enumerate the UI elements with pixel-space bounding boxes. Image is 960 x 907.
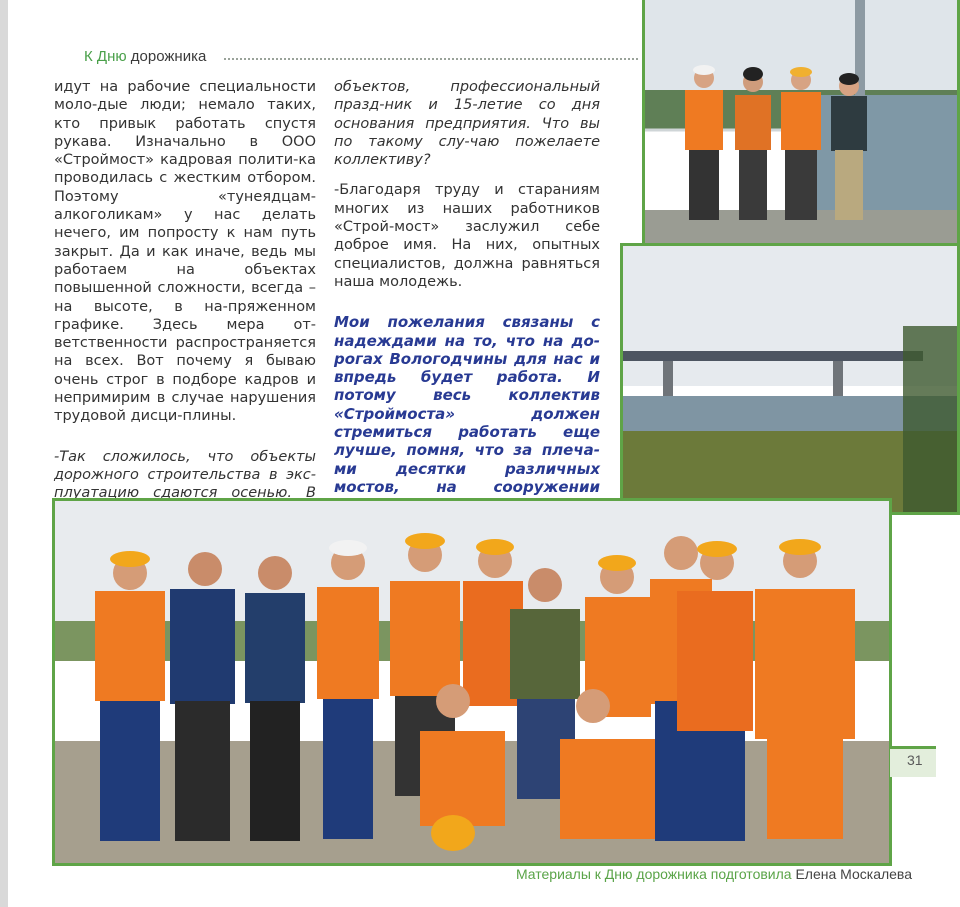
section-prefix: К Дню — [84, 48, 127, 65]
interview-question-continued: объектов, профессиональный празд-ник и 15-летие со дня основания предприятия. Что вы по такому слу-чаю пожелаете коллективу? — [334, 79, 600, 169]
photo-bridge-over-river — [620, 243, 960, 515]
section-header — [84, 48, 206, 65]
body-paragraph: идут на рабочие специальности моло-дые люди; немало таких, кто привык работать спустя рукава. Изначально в ООО «Строймост» кадровая полити-ка проводилась с жестким отбором. Поэтому «тунеядцам-алкоголикам» у нас делать нечего, им попросту к нам путь закрыт. Да и как иначе, ведь мы работаем на объектах повышенной сложности, всегда – на высоте, в на-пряженном графике. Здесь мера от-ветственности распространяется на всех. Вот почему я бываю очень строг в подборе кадров и непримирим в случае нарушения трудовой дисци-плины. — [54, 79, 316, 425]
photo-road-workers-group — [52, 498, 892, 866]
interview-answer: -Благодаря труду и стараниям многих из наших работников «Строй-мост» заслужил себе доброе имя. На них, опытных специалистов, должна равняться наша молодежь. — [334, 182, 600, 290]
page-number: 31 — [907, 752, 923, 768]
credit-author: Елена Москалева — [795, 866, 912, 882]
interview-question: -Так сложилось, что объекты дорожного строительства в экс-плуатацию сдаются осенью. В — [54, 448, 316, 502]
photo-workers-on-bridge — [642, 0, 960, 253]
section-title: дорожника — [130, 48, 207, 65]
page-edge — [0, 0, 8, 907]
highlighted-quote: Мои пожелания связаны с надеждами на то, что на до-рогах Вологодчины для нас и впредь будет работа. И потому весь коллектив «Строймоста» должен стремиться работать еще лучше, помня, что за плеча-ми десятки различных мостов, на сооружении — [334, 313, 600, 496]
header-dotted-rule — [224, 58, 638, 60]
credit-line — [516, 866, 912, 882]
credit-text: Материалы к Дню дорожника подготовила — [515, 866, 792, 882]
